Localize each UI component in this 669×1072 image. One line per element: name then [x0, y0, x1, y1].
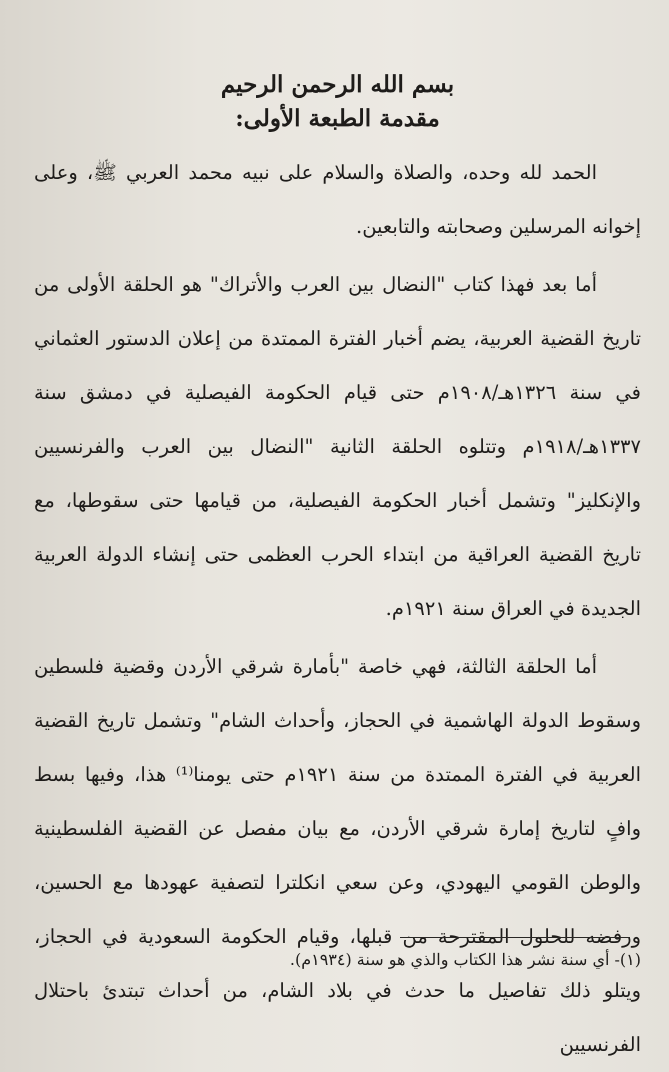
section-title: مقدمة الطبعة الأولى: [235, 105, 440, 132]
footnote-divider [400, 937, 630, 938]
basmala-heading: بسم الله الرحمن الرحيم [220, 71, 455, 98]
footnote: (١)- أي سنة نشر هذا الكتاب والذي هو سنة (١٩٣٤م). [289, 950, 641, 969]
paragraph-third-volume: أما الحلقة الثالثة، فهي خاصة "بأمارة شرقي الأردن وقضية فلسطين وسقوط الدولة الهاشمية في الحجاز، وأحداث الشام" وتشمل تاريخ القضية العربية في الفترة الممتدة من سنة ١٩٢١م حتى يومنا⁽¹⁾ هذا، وفيها بسط وافٍ لتاريخ إمارة شرقي الأردن، مع بيان مفصل عن القضية الفلسطينية والوطن القومي اليهودي، وعن سعي انكلترا لتصفية عهودها مع الحسين، ورفضه للحلول المقترحة من قبلها، وقيام الحكومة السعودية في الحجاز، ويتلو ذلك تفاصيل ما حدث في بلاد الشام، من أحداث تبتدئ باحتلال الفرنسيين [34, 655, 641, 1056]
body-text [34, 146, 641, 1072]
paragraph-first-volume: أما بعد فهذا كتاب "النضال بين العرب والأتراك" هو الحلقة الأولى من تاريخ القضية العربية، يضم أخبار الفترة الممتدة من إعلان الدستور العثماني في سنة ١٣٢٦هـ/١٩٠٨م حتى قيام الحكومة الفيصلية في دمشق سنة ١٣٣٧هـ/١٩١٨م وتتلوه الحلقة الثانية "النضال بين العرب والفرنسيين والإنكليز" وتشمل أخبار الحكومة الفيصلية، من قيامها حتى سقوطها، مع تاريخ القضية العراقية من ابتداء الحرب العظمى حتى إنشاء الدولة العربية الجديدة في العراق سنة ١٩٢١م. [34, 273, 642, 620]
paragraph-opening: الحمد لله وحده، والصلاة والسلام على نبيه محمد العربي ﷺ، وعلى إخوانه المرسلين وصحابته والتابعين. [34, 161, 641, 238]
